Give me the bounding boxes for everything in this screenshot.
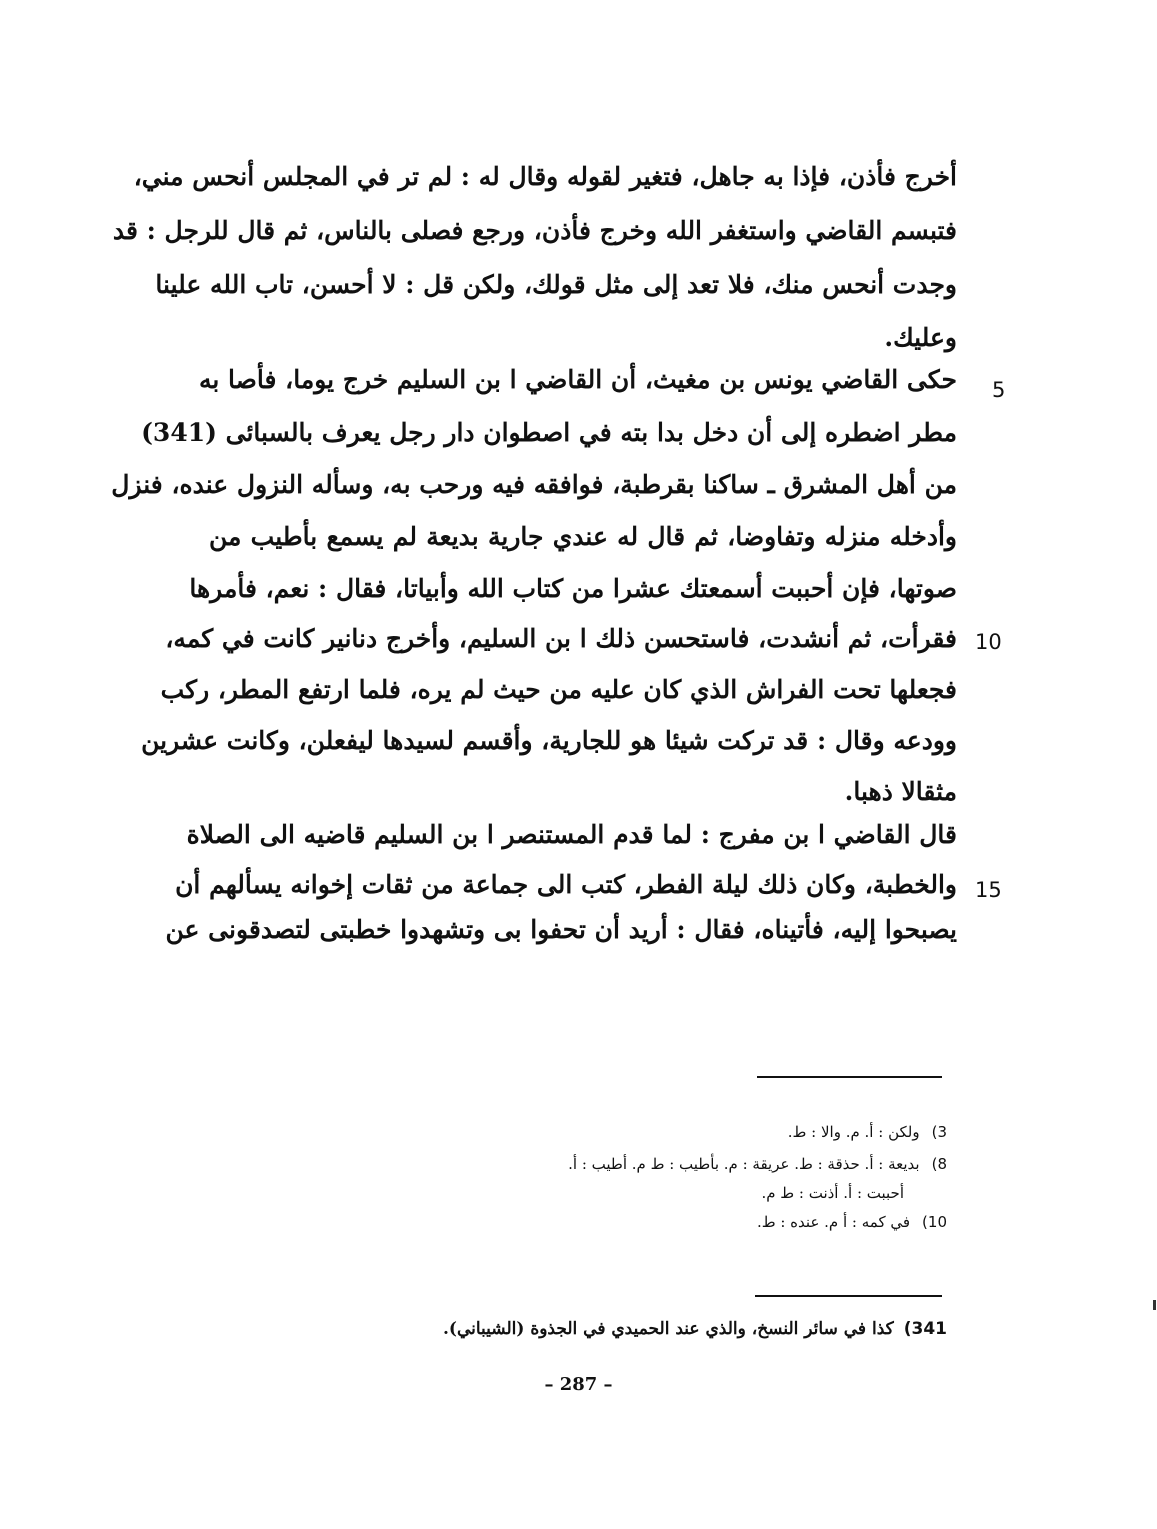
notes-separator	[757, 1076, 942, 1078]
editor-note-separator	[755, 1295, 942, 1297]
scan-edge-mark	[1153, 1300, 1156, 1310]
text-line-6: مطر اضطره إلى أن دخل بدا بته في اصطوان دار رجل يعرف بالسبائى (341)	[141, 418, 957, 447]
text-line-14: قال القاضي ا بن مفرج : لما قدم المستنصر ا بن السليم قاضيه الى الصلاة	[186, 820, 957, 849]
text-line-3: وجدت أنحس منك، فلا تعد إلى مثل قولك، ولكن قل : لا أحسن، تاب الله علينا	[155, 270, 957, 299]
text-line-13: مثقالا ذهبا.	[844, 777, 957, 806]
variant-note	[568, 1155, 947, 1173]
text-line-10: فقرأت، ثم أنشدت، فاستحسن ذلك ا بن السليم، وأخرج دنانير كانت في كمه،	[165, 624, 957, 653]
text-line-4: وعليك.	[884, 323, 957, 352]
variant-note-number: 8)	[931, 1155, 947, 1173]
variant-note-number: 10)	[922, 1213, 947, 1231]
variant-note-text: أحببت : أ. أذنت : ط م.	[761, 1184, 904, 1202]
line-number-5: 5	[992, 378, 1006, 402]
text-line-15: والخطبة، وكان ذلك ليلة الفطر، كتب الى جماعة من ثقات إخوانه يسألهم أن	[175, 870, 957, 899]
text-line-9: صوتها، فإن أحببت أسمعتك عشرا من كتاب الله وأبياتا، فقال : نعم، فأمرها	[189, 574, 957, 603]
variant-note-text: ولكن : أ. م. والا : ط.	[787, 1123, 920, 1141]
variant-note	[761, 1184, 904, 1202]
text-line-1: أخرج فأذن، فإذا به جاهل، فتغير لقوله وقال له : لم تر في المجلس أنحس مني،	[133, 162, 957, 191]
text-line-8: وأدخله منزله وتفاوضا، ثم قال له عندي جارية بديعة لم يسمع بأطيب من	[209, 522, 957, 551]
variant-note-text: بديعة : أ. حذقة : ط. عريقة : م. بأطيب : ط م. أطيب : أ.	[568, 1155, 920, 1173]
line-number-15: 15	[975, 878, 1002, 902]
text-line-12: وودعه وقال : قد تركت شيئا هو للجارية، وأقسم لسيدها ليفعلن، وكانت عشرين	[141, 726, 957, 755]
line-number-10: 10	[975, 630, 1002, 654]
text-line-11: فجعلها تحت الفراش الذي كان عليه من حيث لم يره، فلما ارتفع المطر، ركب	[160, 675, 957, 704]
editor-note-number: 341)	[903, 1319, 947, 1339]
variant-note	[757, 1213, 947, 1231]
variant-note-number: 3)	[931, 1123, 947, 1141]
editor-note-text: كذا في سائر النسخ، والذي عند الحميدي في الجذوة (الشيباني).	[442, 1319, 894, 1339]
editor-note	[443, 1319, 947, 1339]
text-line-7: من أهل المشرق ـ ساكنا بقرطبة، فوافقه فيه ورحب به، وسأله النزول عنده، فنزل	[111, 470, 957, 499]
text-line-5: حكى القاضي يونس بن مغيث، أن القاضي ا بن السليم خرج يوما، فأصا به	[198, 365, 957, 394]
page-number: – 287 –	[544, 1374, 613, 1395]
text-line-16: يصبحوا إليه، فأتيناه، فقال : أريد أن تحفوا بى وتشهدوا خطبتى لتصدقونى عن	[165, 915, 957, 944]
text-line-2: فتبسم القاضي واستغفر الله وخرج فأذن، ورجع فصلى بالناس، ثم قال للرجل : قد	[112, 216, 957, 245]
variant-note-text: في كمه : أ م. عنده : ط.	[756, 1213, 911, 1231]
variant-note	[788, 1123, 947, 1141]
